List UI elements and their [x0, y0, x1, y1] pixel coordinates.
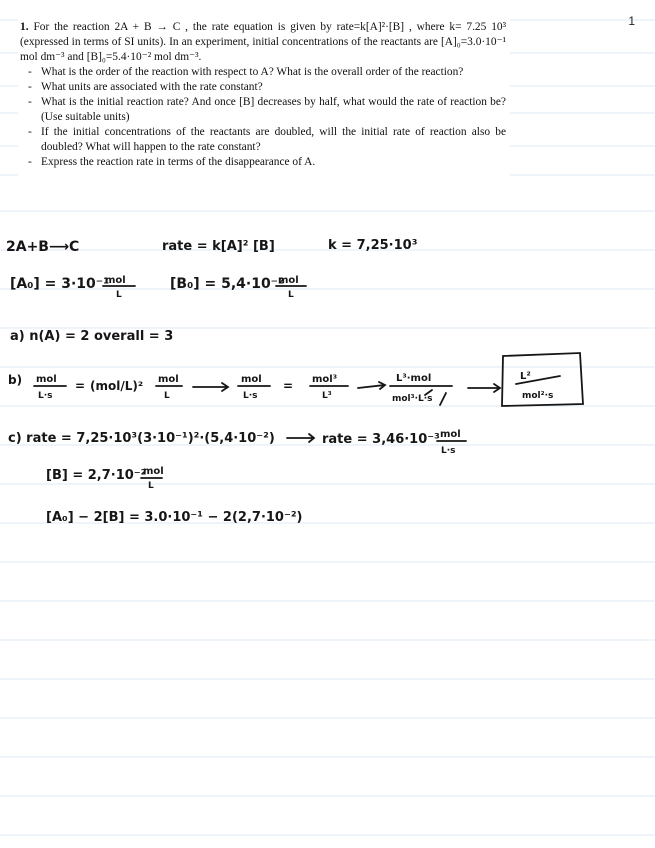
hw-b0-unit-num: mol — [278, 275, 299, 286]
hw-b-f5-num: mol³ — [312, 374, 338, 385]
hw-c-result: rate = 3,46·10⁻³ — [322, 432, 440, 447]
hw-reaction: 2A+B⟶C — [6, 239, 80, 255]
question-item: - If the initial concentrations of the reactants are doubled, will the initial rate of reaction also be doubled? What will happen to the rate constant? — [41, 125, 506, 155]
hw-k-value: k = 7,25·10³ — [328, 238, 418, 253]
hw-b-f4-den: L·s — [243, 391, 258, 401]
problem-statement-text: For the reaction 2A + B → C , the rate equation is given by rate=k[A]²·[B] , where k= 7.25 10³ (expressed in terms of SI units). In an experiment, initial concentrations of the reactants are [A]₀=3.0·10⁻¹ mol dm⁻³ and [B]₀=5.4·10⁻² mol dm⁻³. — [20, 21, 506, 63]
hw-b-equals: = — [75, 379, 86, 393]
hw-b-half: [B] = 2,7·10⁻² — [46, 468, 147, 483]
hw-b-half-unit-den: L — [148, 481, 154, 491]
hw-a-expression: [A₀] − 2[B] = 3.0·10⁻¹ − 2(2,7·10⁻²) — [46, 510, 303, 525]
hw-b-f6-num: L³·mol — [396, 373, 432, 384]
hw-arrow — [287, 434, 314, 442]
hw-b-half-unit-num: mol — [143, 466, 164, 477]
hw-arrow — [358, 382, 385, 389]
hw-part-a: a) n(A) = 2 overall = 3 — [10, 329, 174, 344]
hw-b-f1-num: mol — [36, 374, 57, 385]
question-item: - What is the initial reaction rate? And once [B] decreases by half, what would the rate of reaction be? (Use suitable units) — [41, 95, 506, 125]
hw-a0: [A₀] = 3·10⁻¹ — [10, 276, 110, 292]
hw-part-b-label: b) — [8, 373, 23, 387]
page-number: 1 — [628, 14, 635, 28]
question-item: - What units are associated with the rate constant? — [41, 80, 506, 95]
hw-b0-unit-den: L — [288, 290, 294, 300]
hw-c-unit-den: L·s — [441, 446, 456, 456]
hw-b-f3-num: mol — [158, 374, 179, 385]
hw-part-c: c) rate = 7,25·10³(3·10⁻¹)²·(5,4·10⁻²) — [8, 431, 275, 446]
question-item: - Express the reaction rate in terms of the disappearance of A. — [41, 155, 506, 170]
hw-a0-unit-num: mol — [105, 275, 126, 286]
hw-a0-unit-den: L — [116, 290, 122, 300]
hw-b-f7-num: L² — [520, 371, 531, 382]
hw-b-f6-den: mol³·L·s — [392, 394, 433, 404]
question-item: - What is the order of the reaction with respect to A? What is the overall order of the reaction? — [41, 65, 506, 80]
hw-b-f3-den: L — [164, 391, 170, 401]
hw-b-f5-den: L³ — [322, 391, 332, 401]
hw-b-equals: = — [283, 379, 294, 393]
hw-b-f2: (mol/L)² — [90, 379, 144, 393]
hw-c-unit-num: mol — [440, 429, 461, 440]
hw-b0: [B₀] = 5,4·10⁻² — [170, 276, 285, 292]
hw-b-f7-den: mol²·s — [522, 391, 554, 401]
problem-number: 1. — [20, 21, 29, 33]
hw-rate-law: rate = k[A]² [B] — [162, 239, 275, 254]
hw-arrow — [193, 383, 228, 391]
hw-b-f4-num: mol — [241, 374, 262, 385]
hw-arrow — [468, 384, 500, 392]
hw-b-f1-den: L·s — [38, 391, 53, 401]
